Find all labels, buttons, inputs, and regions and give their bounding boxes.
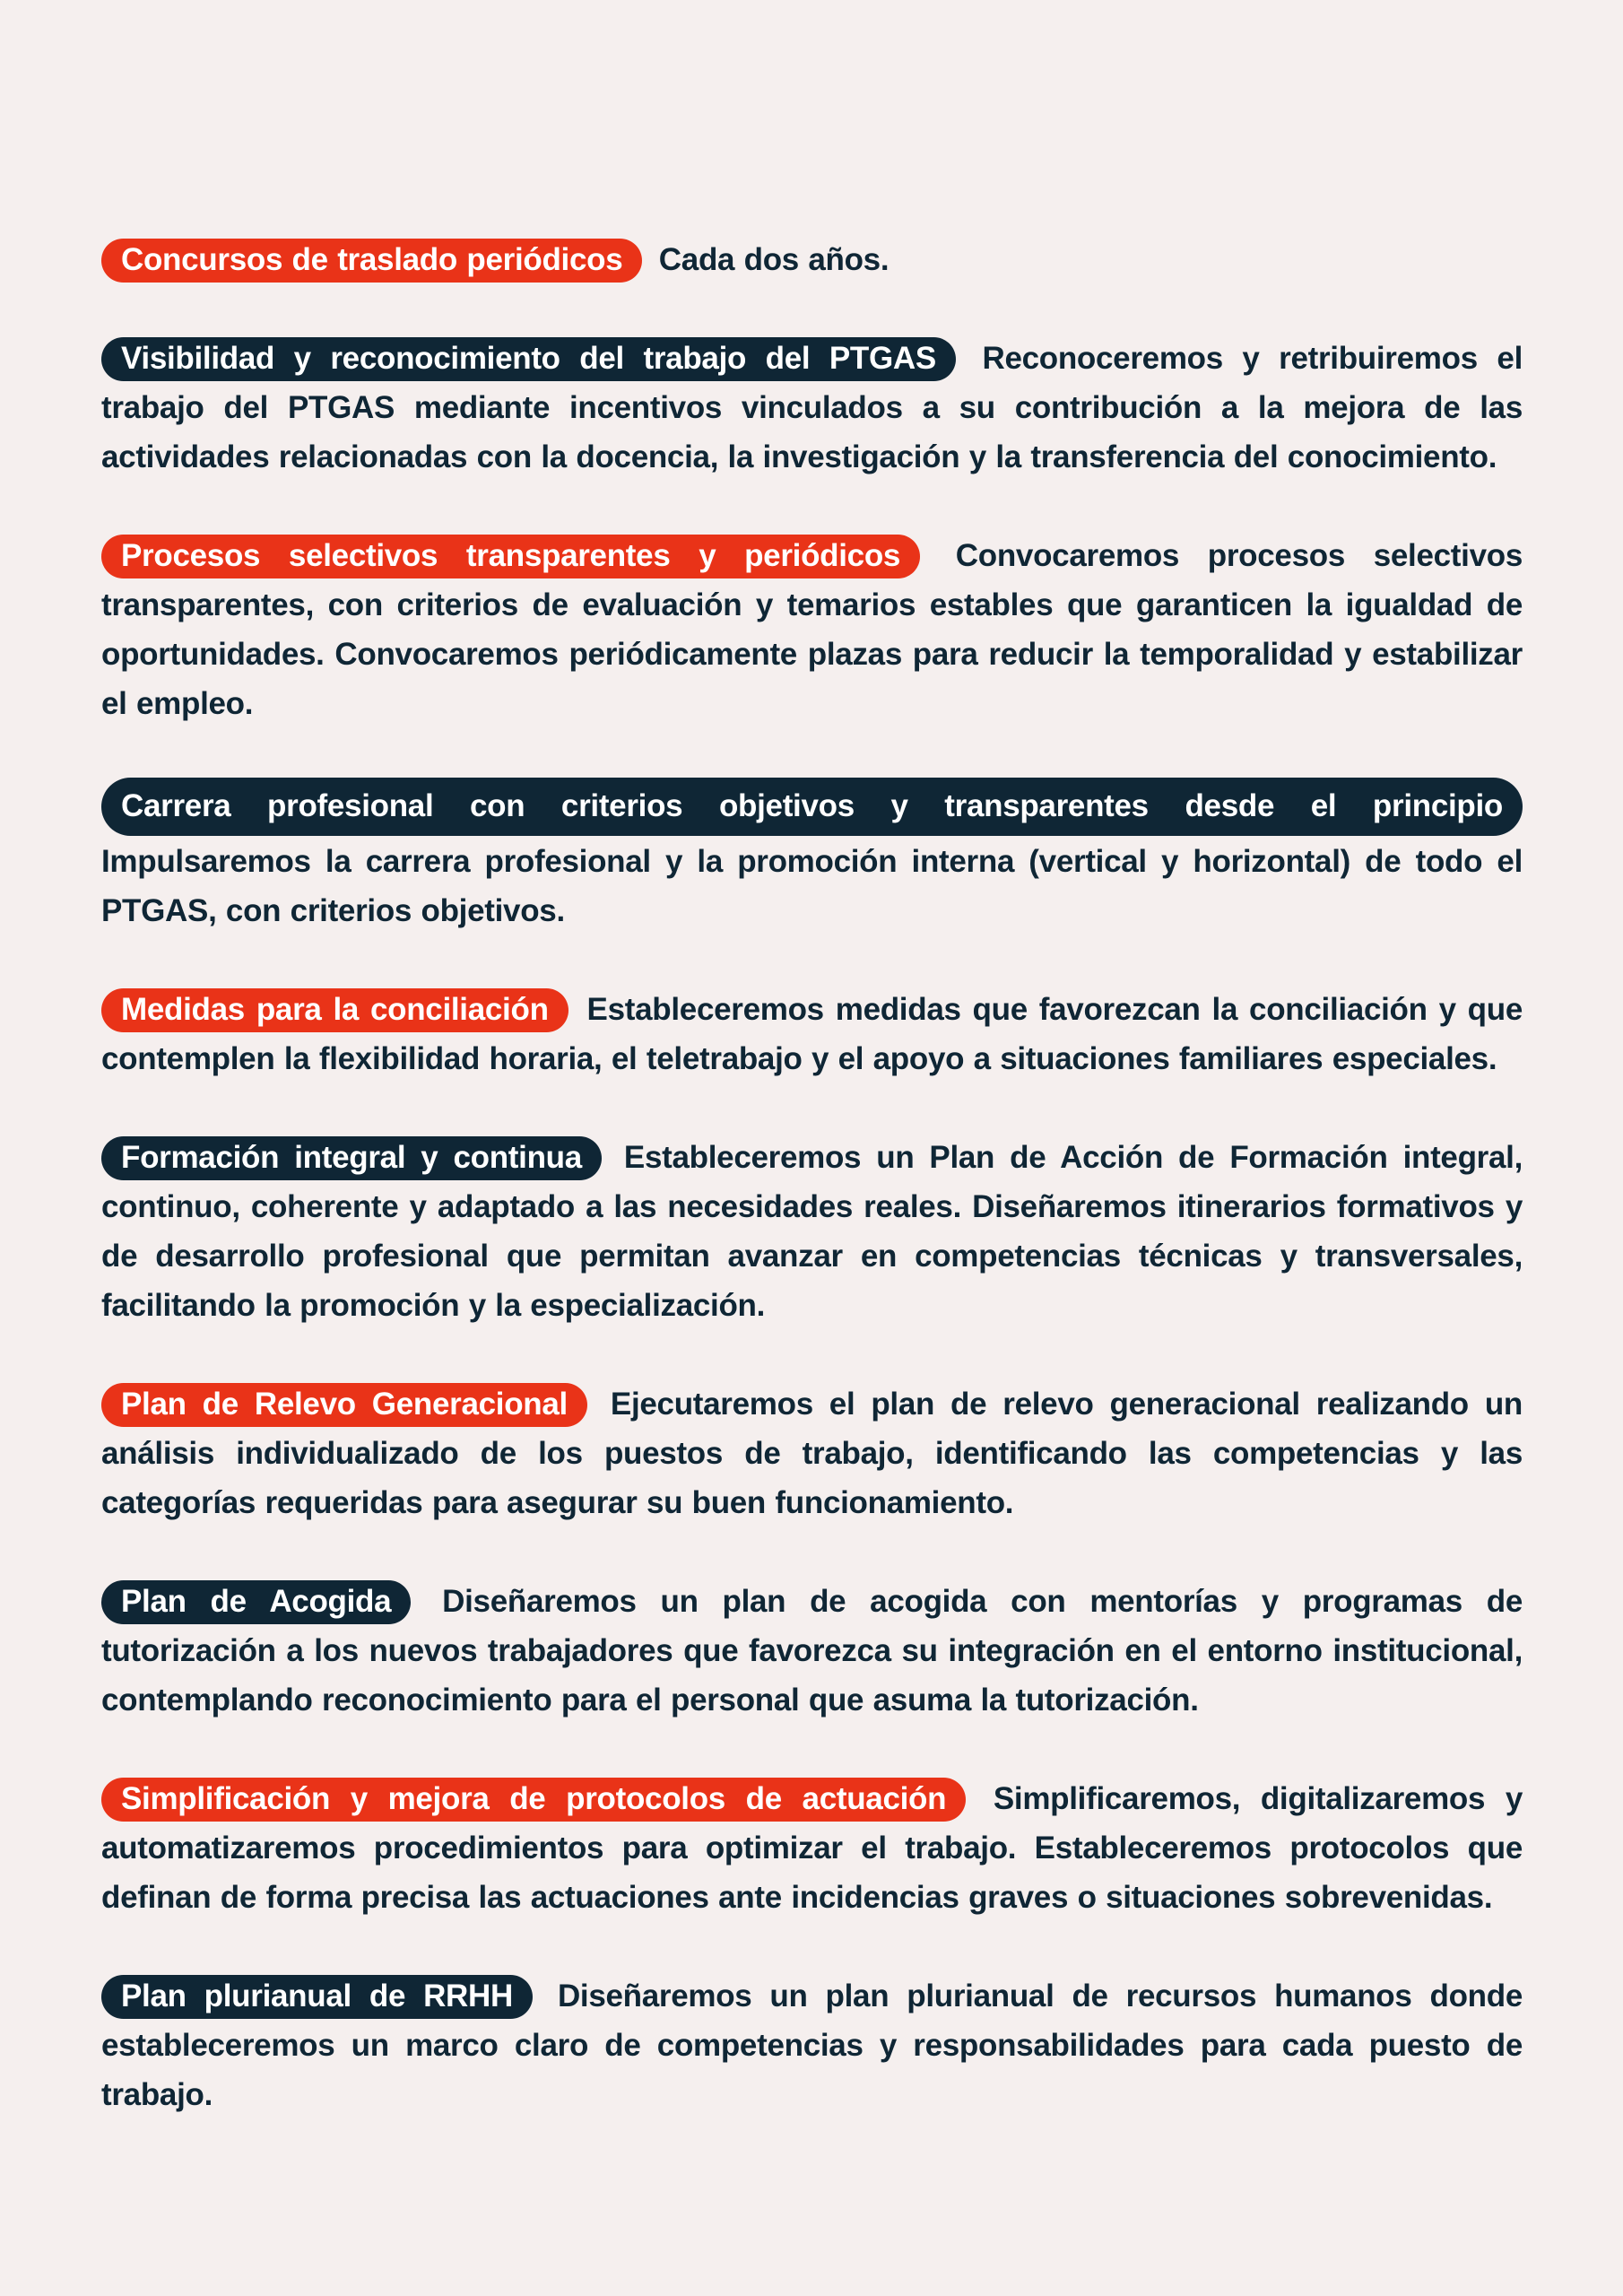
policy-item bbox=[101, 1379, 1523, 1527]
policy-text: Estableceremos un Plan de Acción de Formación integral, continuo, coherente y adaptado a las necesidades reales. Diseñaremos itinerarios formativos y de desarrollo profesional que permitan avanzar en competencias técnicas y transversales, facilitando la promoción y la especialización. bbox=[101, 1140, 1523, 1323]
policy-item bbox=[101, 778, 1523, 935]
policy-text: Simplificaremos, digitalizaremos y automatizaremos procedimientos para optimizar el trabajo. Estableceremos protocolos que definan de forma precisa las actuaciones ante incidencias graves o situaciones sobrevenidas. bbox=[101, 1781, 1523, 1915]
policy-item bbox=[101, 985, 1523, 1083]
policy-text: Reconoceremos y retribuiremos el trabajo del PTGAS mediante incentivos vinculados a su contribución a la mejora de las actividades relacionadas con la docencia, la investigación y la transferencia del conocimiento. bbox=[101, 341, 1523, 474]
policy-item bbox=[101, 1971, 1523, 2119]
policy-badge: Carrera profesional con criterios objetivos y transparentes desde el principio bbox=[101, 778, 1523, 836]
policy-badge: Simplificación y mejora de protocolos de actuación bbox=[101, 1778, 966, 1822]
policy-badge: Plan de Relevo Generacional bbox=[101, 1383, 587, 1427]
policy-sections-list bbox=[101, 235, 1523, 2119]
policy-badge: Plan plurianual de RRHH bbox=[101, 1975, 533, 2019]
policy-item bbox=[101, 531, 1523, 728]
policy-text: Estableceremos medidas que favorezcan la conciliación y que contemplen la flexibilidad horaria, el teletrabajo y el apoyo a situaciones familiares especiales. bbox=[101, 992, 1523, 1076]
policy-text: Diseñaremos un plan de acogida con mentorías y programas de tutorización a los nuevos trabajadores que favorezca su integración en el entorno institucional, contemplando reconocimiento para el personal que asuma la tutorización. bbox=[101, 1584, 1523, 1718]
policy-text: Convocaremos procesos selectivos transparentes, con criterios de evaluación y temarios estables que garanticen la igualdad de oportunidades. Convocaremos periódicamente plazas para reducir la temporalidad y estabilizar el empleo. bbox=[101, 538, 1523, 721]
policy-item bbox=[101, 1774, 1523, 1922]
policy-text: Ejecutaremos el plan de relevo generacional realizando un análisis individualizado de los puestos de trabajo, identificando las competencias y las categorías requeridas para asegurar su buen funcionamiento. bbox=[101, 1387, 1523, 1520]
policy-badge: Formación integral y continua bbox=[101, 1136, 602, 1180]
policy-item bbox=[101, 334, 1523, 482]
policy-text: Impulsaremos la carrera profesional y la promoción interna (vertical y horizontal) de todo el PTGAS, con criterios objetivos. bbox=[101, 844, 1523, 928]
policy-item bbox=[101, 235, 1523, 284]
policy-badge: Plan de Acogida bbox=[101, 1580, 411, 1624]
policy-text: Diseñaremos un plan plurianual de recursos humanos donde estableceremos un marco claro de competencias y responsabilidades para cada puesto de trabajo. bbox=[101, 1979, 1523, 2112]
policy-item bbox=[101, 1133, 1523, 1330]
policy-badge: Visibilidad y reconocimiento del trabajo del PTGAS bbox=[101, 337, 956, 381]
policy-text: Cada dos años. bbox=[649, 242, 890, 277]
policy-badge: Procesos selectivos transparentes y periódicos bbox=[101, 535, 920, 578]
policy-item bbox=[101, 1577, 1523, 1725]
policy-badge: Concursos de traslado periódicos bbox=[101, 239, 642, 283]
policy-badge: Medidas para la conciliación bbox=[101, 988, 568, 1032]
